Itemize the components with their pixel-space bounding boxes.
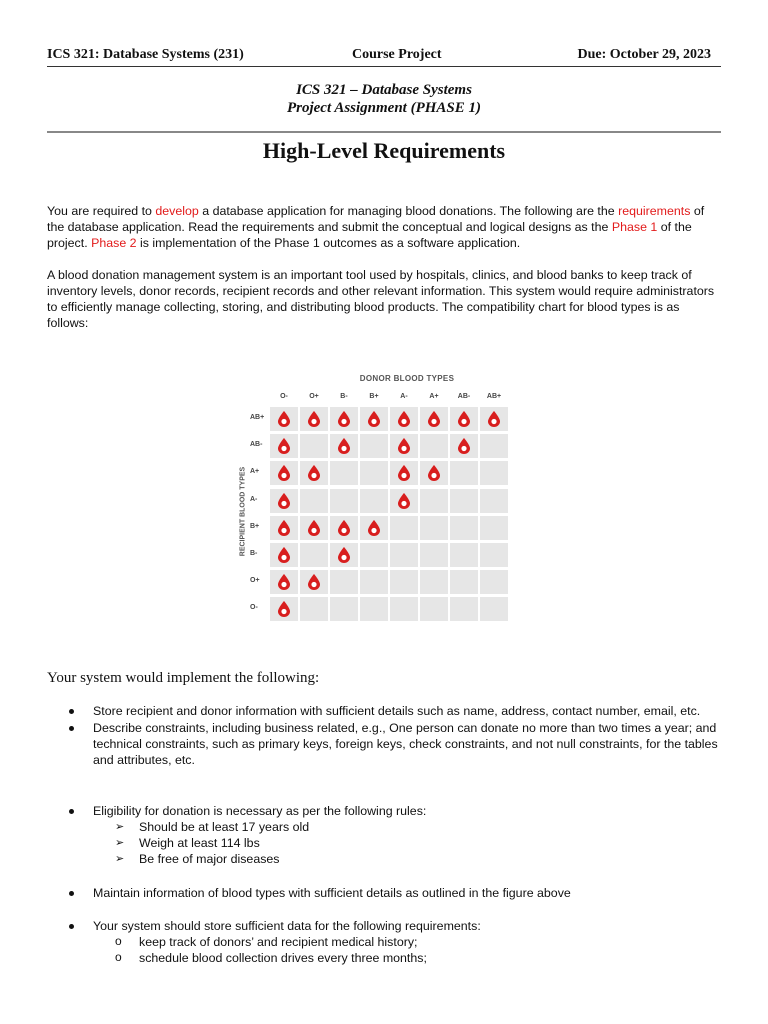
recipient-type-AB+: AB+ [250,414,265,421]
blood-drop-icon [277,411,291,425]
donor-type-AB+: AB+ [486,393,502,400]
blood-drop-icon [487,411,501,425]
eligibility-list [47,803,727,867]
grid-cell [450,543,478,567]
blood-drop-icon [427,411,441,425]
donor-type-A+: A+ [429,393,439,400]
requirements-highlight: requirements [618,204,691,218]
grid-cell [360,489,388,513]
blood-drop-icon [277,493,291,507]
blood-compatibility-chart [227,368,517,628]
develop-highlight: develop [155,204,199,218]
blood-drop-icon [307,411,321,425]
blood-drop-icon [337,411,351,425]
data-requirement-items [93,934,727,966]
data-requirements-list [47,918,727,966]
rule-item: ➢ Weigh at least 114 lbs [115,836,260,850]
blood-drop-icon [337,520,351,534]
bullet-icon [69,709,74,714]
grid-cell [300,597,328,621]
blood-drop-icon [307,574,321,588]
blood-drop-icon [397,465,411,479]
requirements-list [47,703,727,768]
arrow-bullet-icon: ➢ [115,821,125,833]
grid-cell [420,516,448,540]
grid-cell [300,489,328,513]
grid-cell [360,461,388,485]
phase2-highlight: Phase 2 [91,236,137,250]
grid-cell [300,543,328,567]
grid-cell [450,489,478,513]
blood-drop-icon [397,438,411,452]
donor-type-O-: O- [280,393,288,400]
donor-type-AB-: AB- [457,393,471,400]
data-req-item: o keep track of donors’ and recipient medical history; [115,934,418,949]
header-rule [47,66,721,67]
rule-item: ➢ Be free of major diseases [115,852,280,866]
blood-drop-icon [307,520,321,534]
grid-cell [330,461,358,485]
blood-drop-icon [277,601,291,615]
grid-cell [360,570,388,594]
bullet-icon [69,924,74,929]
course-project-label: Course Project [352,47,442,62]
grid-cell [300,434,328,458]
grid-cell [420,570,448,594]
blood-drop-icon [277,520,291,534]
grid-cell [330,597,358,621]
data-req-item: o schedule blood collection drives every three months; [115,950,427,965]
grid-cell [480,461,508,485]
blood-types-list [47,885,727,901]
blood-drop-icon [397,411,411,425]
blood-drop-icon [277,438,291,452]
recipient-type-AB-: AB- [250,441,263,449]
page-header [47,44,721,64]
grid-cell [390,516,418,540]
implement-heading: Your system would implement the following: [47,670,320,686]
grid-cell [420,597,448,621]
list-item: Eligibility for donation is necessary as per the following rules: ➢ Should be at least 17 years old ➢ Weigh at least 114 lbs ➢ Be free of major diseases [47,803,727,867]
grid-cell [420,489,448,513]
blood-drop-icon [337,547,351,561]
blood-drop-icon [427,465,441,479]
list-item: Maintain information of blood types with sufficient details as outlined in the figure above [47,885,727,901]
chart-title: DONOR BLOOD TYPES [359,374,455,383]
grid-cell [330,570,358,594]
grid-cell [360,597,388,621]
page-heading: High-Level Requirements [262,138,506,163]
blood-drop-icon [277,547,291,561]
donor-type-B+: B+ [369,393,379,400]
blood-drop-icon [337,438,351,452]
grid-cell [420,543,448,567]
recipient-type-B+: B+ [250,522,260,530]
grid-cell [480,597,508,621]
circle-bullet-icon: o [115,950,122,964]
list-item: Store recipient and donor information with sufficient details such as name, address, contact number, email, etc. [47,703,727,719]
grid-cell [390,597,418,621]
grid-cell [450,570,478,594]
grid-cell [330,489,358,513]
course-code: ICS 321: Database Systems (231) [47,47,244,62]
recipient-type-A-: A- [250,495,258,503]
circle-bullet-icon: o [115,934,122,948]
blood-drop-icon [457,411,471,425]
intro-paragraph-2: A blood donation management system is an important tool used by hospitals, clinics, and blood banks to keep track of inventory levels, donor records, recipient records and other relevant information. This system would require administrators to efficiently manage collecting, storing, and distributing blood products. The compatibility chart for blood types is as follows: [47,268,715,330]
chart-y-axis-label: RECIPIENT BLOOD TYPES [239,466,247,557]
recipient-type-A+: A+ [250,468,260,476]
bullet-icon [69,891,74,896]
bullet-icon [69,809,74,814]
grid-cell [360,543,388,567]
grid-cell [360,434,388,458]
grid-cell [450,461,478,485]
grid-cell [480,434,508,458]
donor-type-B-: B- [340,393,348,400]
blood-drop-icon [367,411,381,425]
grid-cell [480,570,508,594]
bullet-icon [69,726,74,731]
grid-cell [480,543,508,567]
title-divider [47,131,721,133]
doc-title-line2: Project Assignment (PHASE 1) [286,100,482,116]
rule-item: ➢ Should be at least 17 years old [115,820,310,834]
blood-drop-icon [397,493,411,507]
recipient-type-B-: B- [250,550,258,557]
arrow-bullet-icon: ➢ [115,853,125,865]
doc-title-line1: ICS 321 – Database Systems [296,82,472,98]
eligibility-rules [93,819,727,867]
recipient-type-O-: O- [250,604,258,612]
grid-cell [420,434,448,458]
list-item: Describe constraints, including business related, e.g., One person can donate no more than two times a year; and technical constraints, such as primary keys, foreign keys, check constraints, and not null constraints, for the tables and attributes, etc. [47,720,727,768]
phase1-highlight: Phase 1 [611,220,658,234]
blood-drop-icon [367,520,381,534]
blood-drop-icon [457,438,471,452]
grid-cell [450,516,478,540]
grid-cell [390,570,418,594]
donor-type-O+: O+ [309,393,319,400]
blood-drop-icon [277,465,291,479]
recipient-type-O+: O+ [250,577,260,585]
grid-cell [480,516,508,540]
arrow-bullet-icon: ➢ [115,837,125,849]
due-date: Due: October 29, 2023 [577,47,711,62]
donor-type-A-: A- [400,393,408,400]
grid-cell [480,489,508,513]
intro-paragraph-1: You are required to develop a database application for managing blood donations. The following are the requirements of the database application. Read the requirements and submit the conceptual and logical designs as the Phase 1 of the project. Phase 2 is implementation of the Phase 1 outcomes as a software application. [47,204,705,250]
grid-cell [450,597,478,621]
blood-drop-icon [277,574,291,588]
list-item: Your system should store sufficient data for the following requirements: o keep track of donors’ and recipient medical history; o schedule blood collection drives every three months; [47,918,727,966]
grid-cell [390,543,418,567]
blood-drop-icon [307,465,321,479]
